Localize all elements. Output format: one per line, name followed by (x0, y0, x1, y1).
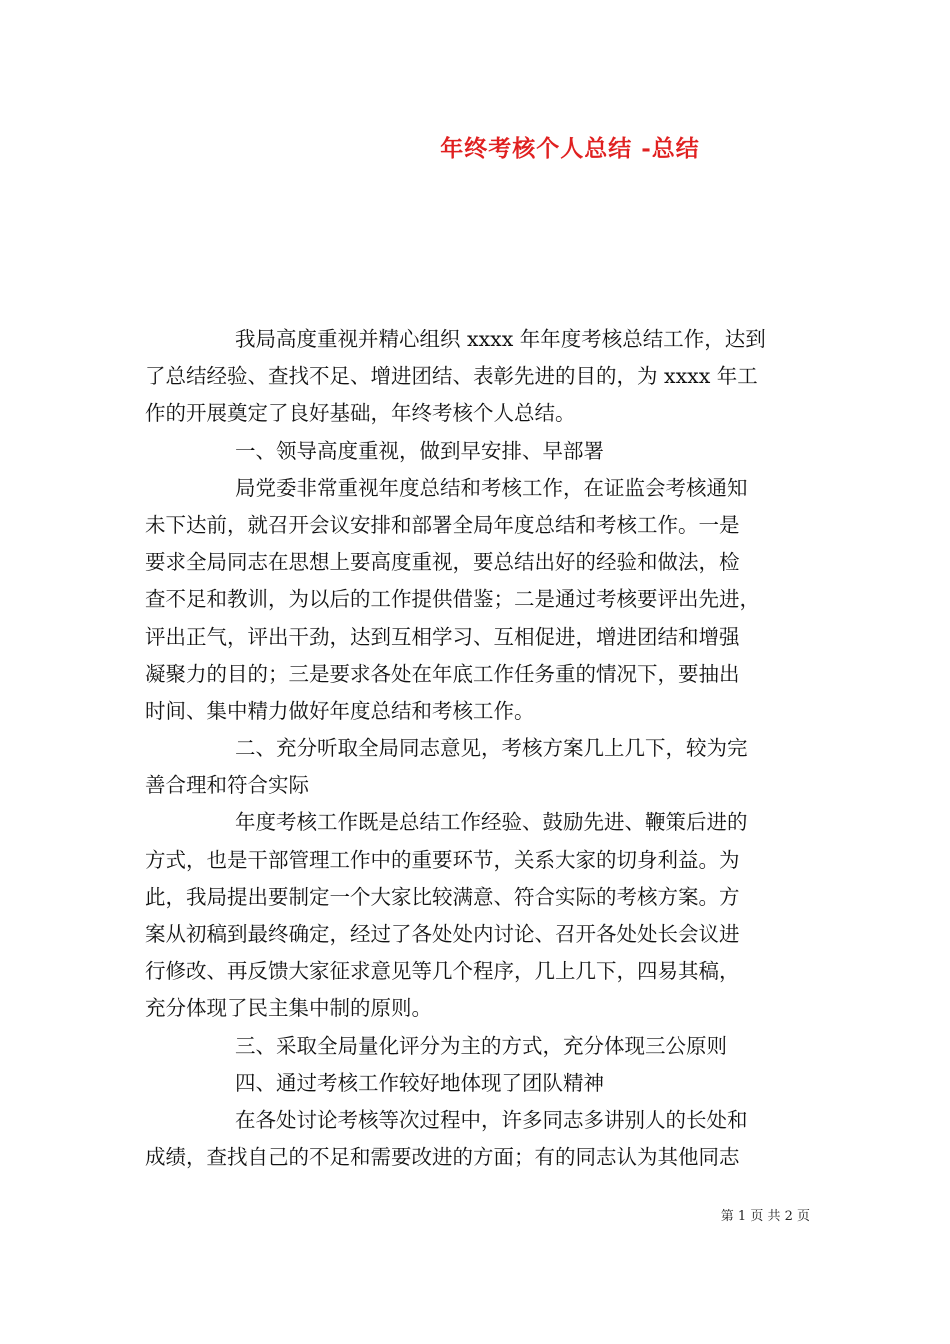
section-heading: 三、采取全局量化评分为主的方式，充分体现三公原则 (235, 1033, 727, 1058)
paragraph-line: 行修改、再反馈大家征求意见等几个程序，几上几下，四易其稿， (145, 959, 740, 984)
section-heading: 四、通过考核工作较好地体现了团队精神 (235, 1070, 604, 1095)
paragraph-line: 成绩，查找自己的不足和需要改进的方面；有的同志认为其他同志 (145, 1145, 740, 1170)
paragraph-line: 年度考核工作既是总结工作经验、鼓励先进、鞭策后进的 (235, 810, 748, 835)
paragraph-line: 评出正气，评出干劲，达到互相学习、互相促进，增进团结和增强 (145, 624, 740, 649)
paragraph-line: 作的开展奠定了良好基础，年终考核个人总结。 (145, 401, 576, 426)
document-body (145, 321, 810, 1176)
paragraph-line: 充分体现了民主集中制的原则。 (145, 996, 432, 1021)
document-title: 年终考核个人总结 -总结 (440, 135, 700, 162)
section-heading: 二、充分听取全局同志意见，考核方案几上几下，较为完 (235, 736, 748, 761)
paragraph-line: 在各处讨论考核等次过程中，许多同志多讲别人的长处和 (235, 1107, 748, 1132)
section-heading-continued: 善合理和符合实际 (145, 773, 309, 798)
paragraph-line: 此，我局提出要制定一个大家比较满意、符合实际的考核方案。方 (145, 884, 740, 909)
paragraph-line: 局党委非常重视年度总结和考核工作，在证监会考核通知 (235, 475, 748, 500)
paragraph-line: 未下达前，就召开会议安排和部署全局年度总结和考核工作。一是 (145, 512, 740, 537)
paragraph-line: 查不足和教训，为以后的工作提供借鉴；二是通过考核要评出先进， (145, 587, 760, 612)
paragraph-line: 案从初稿到最终确定，经过了各处处内讨论、召开各处处长会议进 (145, 922, 740, 946)
paragraph-line: 时间、集中精力做好年度总结和考核工作。 (145, 698, 535, 723)
paragraph-line: 凝聚力的目的；三是要求各处在年底工作任务重的情况下，要抽出 (145, 661, 740, 686)
paragraph-line: 方式，也是干部管理工作中的重要环节，关系大家的切身利益。为 (145, 847, 740, 872)
paragraph-line: 我局高度重视并精心组织 xxxx 年年度考核总结工作，达到 (235, 327, 766, 351)
section-heading: 一、领导高度重视，做到早安排、早部署 (235, 438, 604, 463)
paragraph-line: 了总结经验、查找不足、增进团结、表彰先进的目的，为 xxxx 年工 (145, 364, 758, 389)
page-number-footer: 第 1 页 共 2 页 (720, 1209, 810, 1224)
paragraph-line: 要求全局同志在思想上要高度重视，要总结出好的经验和做法，检 (145, 550, 740, 575)
